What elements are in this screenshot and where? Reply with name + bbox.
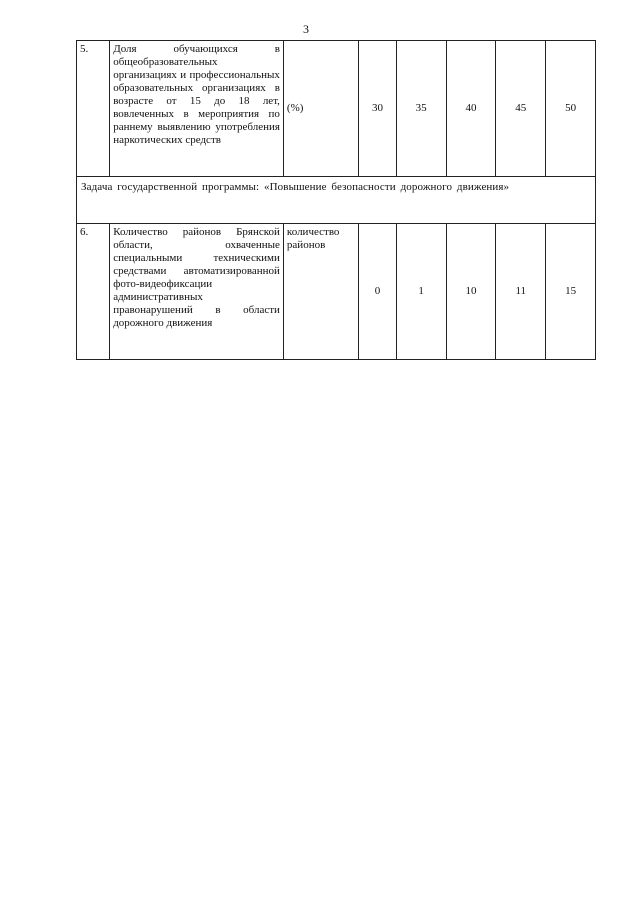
indicators-table — [76, 40, 596, 360]
value-cell: 40 — [446, 41, 496, 177]
indicator-name: Количество районов Брянской области, охваченные специальными техническими средствами автоматизированной фото-видеофиксации административных правонарушений в области дорожного движения — [110, 224, 284, 360]
value-cell: 1 — [396, 224, 446, 360]
page-number: 3 — [303, 22, 309, 36]
unit-cell: (%) — [283, 41, 358, 177]
row-number: 6. — [77, 224, 110, 360]
indicator-name: Доля обучающихся в общеобразовательных организациях и профессиональных образовательных организациях в возрасте от 15 до 18 лет, вовлеченных в мероприятия по раннему выявлению употребления наркотических средств — [110, 41, 284, 177]
value-cell: 35 — [396, 41, 446, 177]
value-cell: 15 — [546, 224, 596, 360]
row-number: 5. — [77, 41, 110, 177]
value-cell: 45 — [496, 41, 546, 177]
value-cell: 30 — [359, 41, 397, 177]
task-heading: Задача государственной программы: «Повышение безопасности дорожного движения» — [77, 177, 596, 224]
table-row — [77, 224, 596, 360]
value-cell: 0 — [359, 224, 397, 360]
value-cell: 11 — [496, 224, 546, 360]
value-cell: 10 — [446, 224, 496, 360]
unit-cell: количество районов — [283, 224, 358, 360]
value-cell: 50 — [546, 41, 596, 177]
table-row — [77, 41, 596, 177]
task-row — [77, 177, 596, 224]
